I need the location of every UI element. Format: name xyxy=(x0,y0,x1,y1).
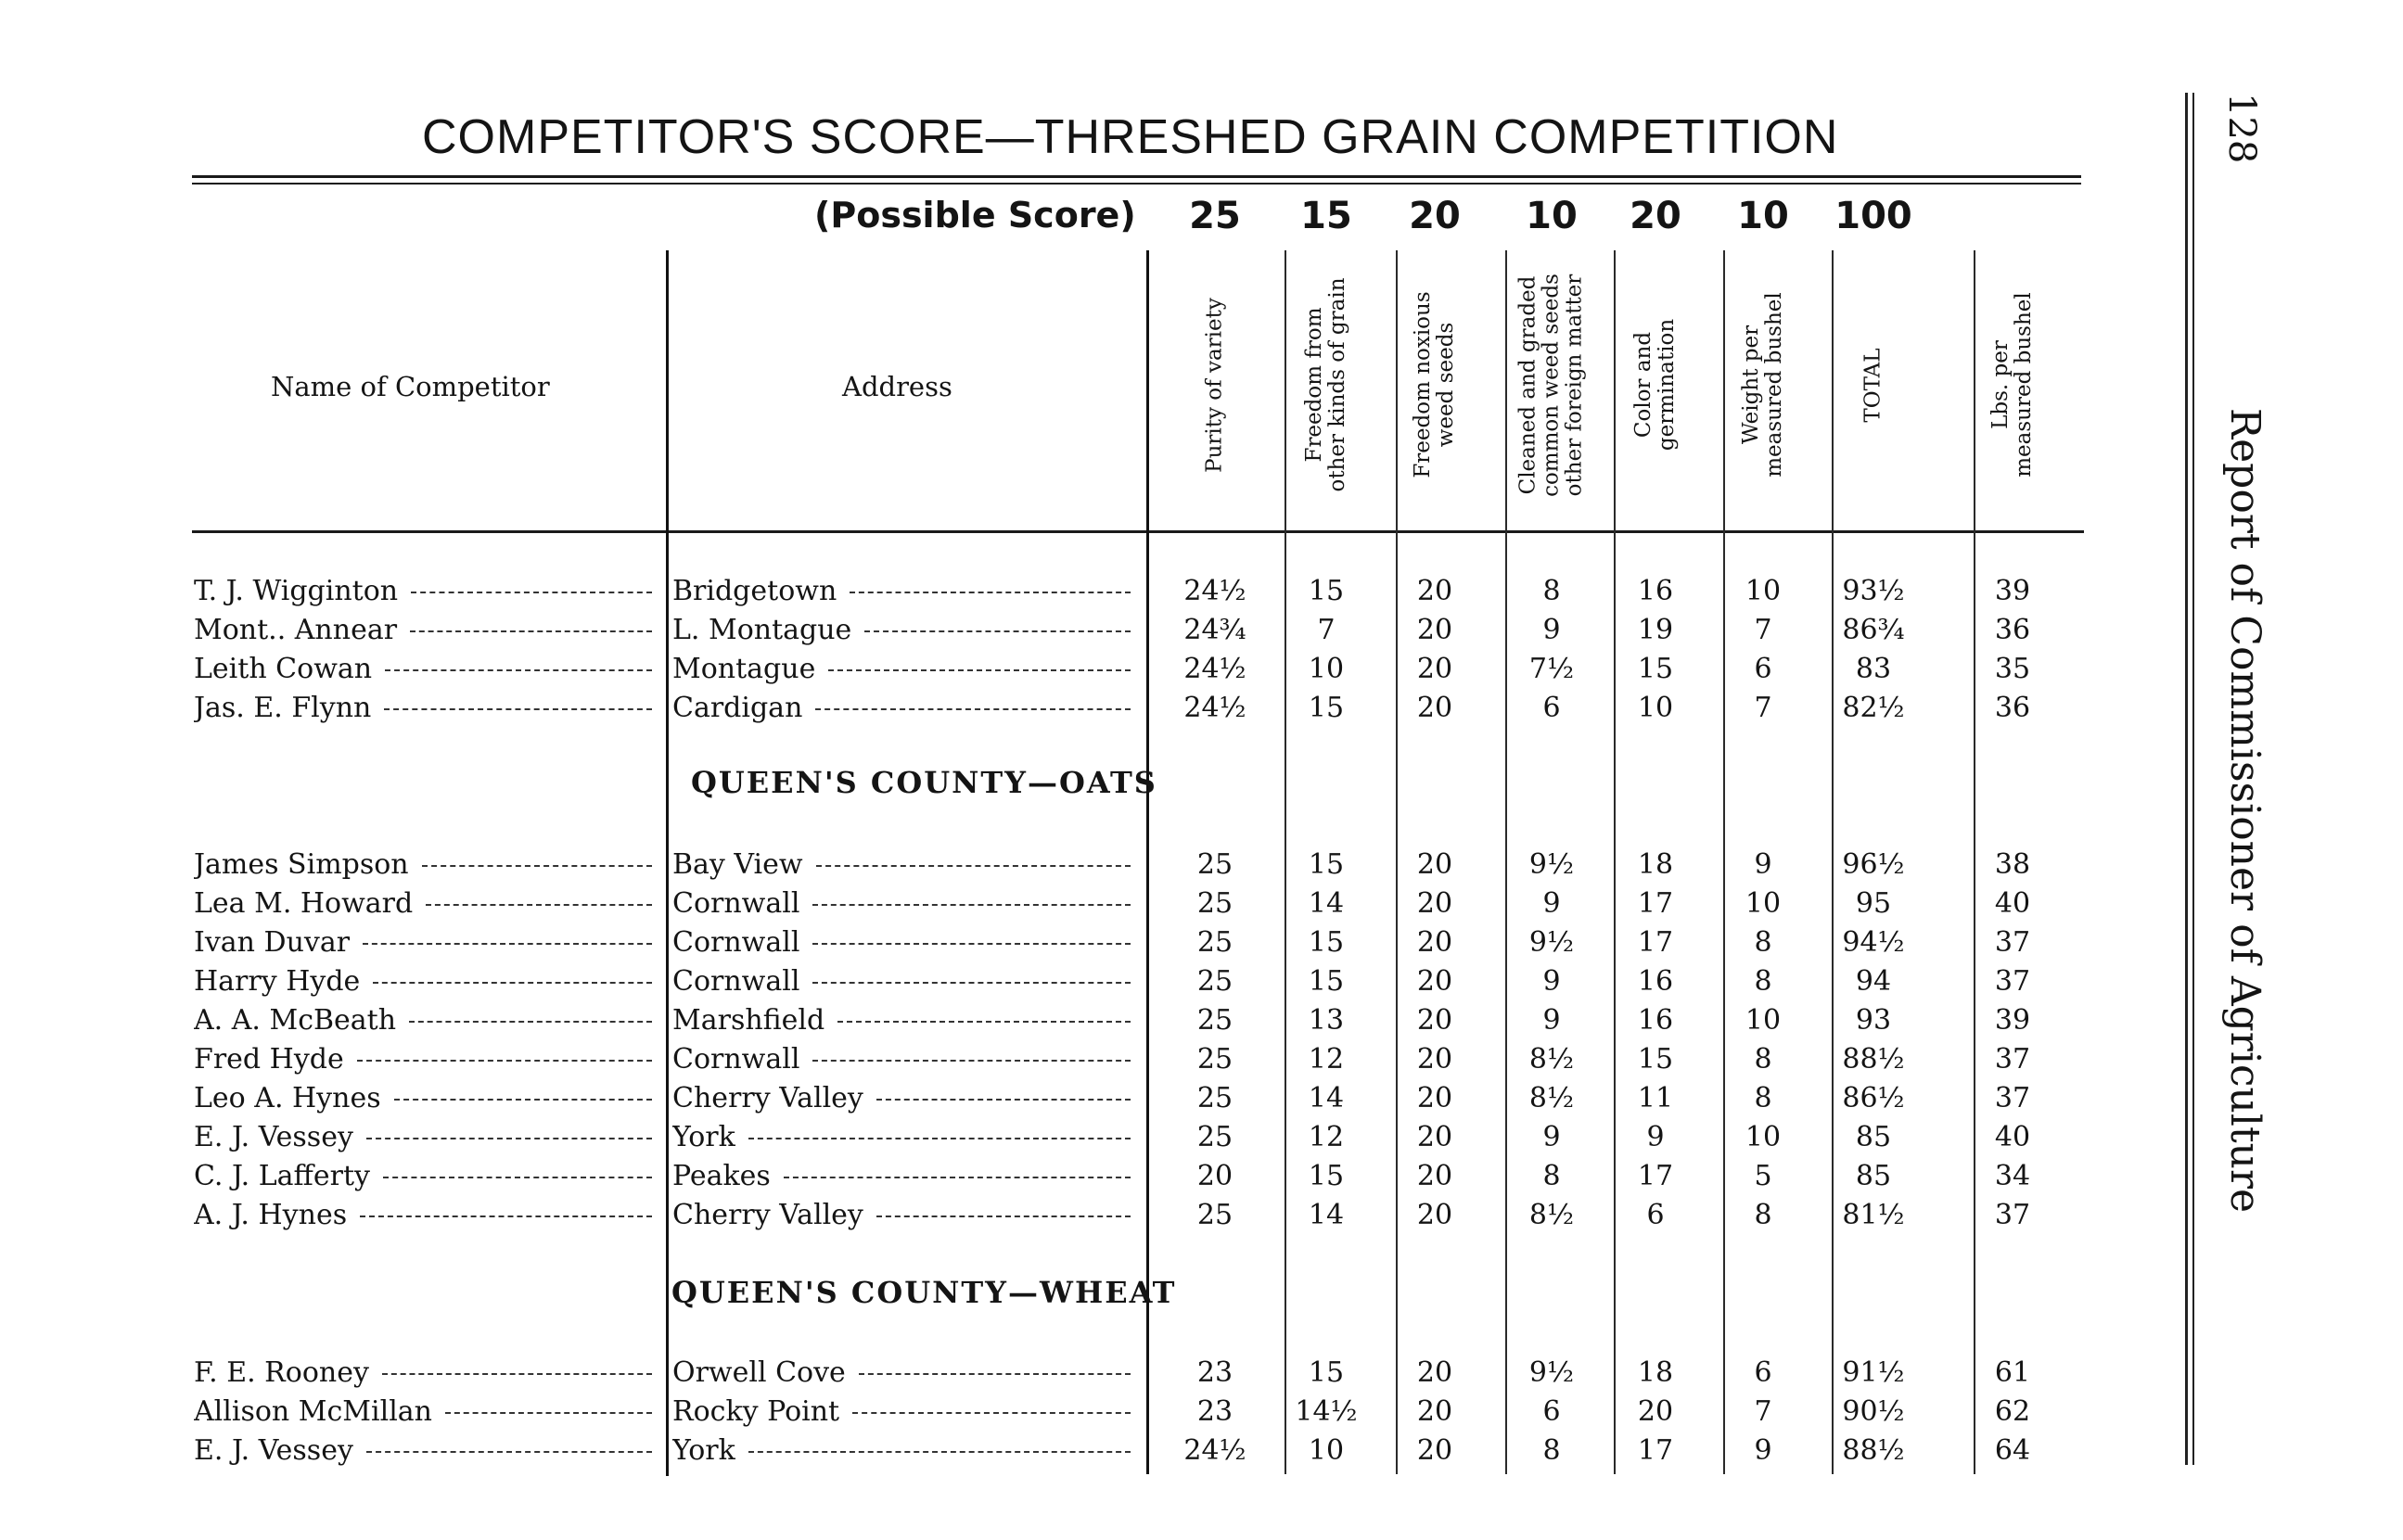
score-cell: 7 xyxy=(1754,692,1772,724)
leader-dots xyxy=(445,1412,652,1414)
competitor-address xyxy=(672,887,1136,920)
score-cell: 7 xyxy=(1754,1395,1772,1428)
score-cell: 25 xyxy=(1196,965,1233,998)
score-cell: 88½ xyxy=(1842,1434,1905,1467)
score-cell: 9 xyxy=(1542,887,1561,920)
score-cell: 20 xyxy=(1416,575,1453,607)
score-cell: 25 xyxy=(1196,887,1233,920)
score-cell: 20 xyxy=(1416,614,1453,646)
score-cell: 18 xyxy=(1637,1356,1674,1389)
column-header xyxy=(1204,260,1227,510)
competitor-name xyxy=(194,1434,662,1467)
score-cell: 8 xyxy=(1754,965,1772,998)
score-cell: 12 xyxy=(1308,1121,1345,1153)
competitor-name xyxy=(194,1043,662,1075)
score-cell: 35 xyxy=(1994,653,2031,685)
score-cell: 20 xyxy=(1416,1004,1453,1037)
leader-dots xyxy=(422,865,652,867)
leader-dots xyxy=(876,1215,1131,1217)
score-cell: 9 xyxy=(1754,1434,1772,1467)
possible-score-label: (Possible Score) xyxy=(814,195,1136,235)
competitor-address xyxy=(672,1121,1136,1153)
competitor-address-text: Cardigan xyxy=(672,692,803,724)
competitor-address xyxy=(672,1160,1136,1192)
section-heading: QUEEN'S COUNTY—WHEAT xyxy=(671,1275,1177,1310)
competitor-name xyxy=(194,926,662,959)
leader-dots xyxy=(876,1099,1131,1101)
column-header-line: Freedom from xyxy=(1302,307,1326,463)
competitor-address xyxy=(672,614,1136,646)
score-cell: 17 xyxy=(1637,926,1674,959)
score-cell: 14 xyxy=(1308,1199,1345,1231)
score-cell: 20 xyxy=(1416,1395,1453,1428)
competitor-address-text: Montague xyxy=(672,653,816,685)
score-cell: 25 xyxy=(1196,1199,1233,1231)
score-cell: 8½ xyxy=(1528,1043,1575,1075)
score-cell: 9 xyxy=(1754,848,1772,881)
competitor-address-text: Cornwall xyxy=(672,965,800,998)
score-cell: 6 xyxy=(1542,692,1561,724)
competitor-name xyxy=(194,1004,662,1037)
header-name: Name of Competitor xyxy=(271,371,550,402)
score-cell: 25 xyxy=(1196,1004,1233,1037)
competitor-address xyxy=(672,1082,1136,1114)
table-row xyxy=(0,653,2403,692)
score-cell: 15 xyxy=(1308,926,1345,959)
score-cell: 37 xyxy=(1994,926,2031,959)
margin-rule-left xyxy=(2185,93,2188,1465)
competitor-address-text: Cornwall xyxy=(672,887,800,920)
score-cell: 91½ xyxy=(1842,1356,1905,1389)
competitor-address-text: Cherry Valley xyxy=(672,1082,863,1114)
score-cell: 8 xyxy=(1754,1199,1772,1231)
score-cell: 34 xyxy=(1994,1160,2031,1192)
leader-dots xyxy=(812,943,1131,945)
table-row xyxy=(0,1434,2403,1473)
competitor-address xyxy=(672,1434,1136,1467)
competitor-address-text: Peakes xyxy=(672,1160,771,1192)
score-cell: 10 xyxy=(1745,1004,1782,1037)
score-cell: 9½ xyxy=(1528,1356,1575,1389)
competitor-name-text: T. J. Wigginton xyxy=(194,575,399,607)
score-cell: 25 xyxy=(1196,1121,1233,1153)
score-cell: 18 xyxy=(1637,848,1674,881)
competitor-address xyxy=(672,1356,1136,1389)
competitor-name xyxy=(194,848,662,881)
score-cell: 17 xyxy=(1637,1434,1674,1467)
score-cell: 20 xyxy=(1416,1121,1453,1153)
score-cell: 24½ xyxy=(1183,692,1246,724)
competitor-name xyxy=(194,1356,662,1389)
leader-dots xyxy=(426,904,652,906)
score-cell: 64 xyxy=(1994,1434,2031,1467)
leader-dots xyxy=(366,1451,652,1453)
leader-dots xyxy=(411,592,652,593)
competitor-name xyxy=(194,692,662,724)
possible-score-value: 10 xyxy=(1526,195,1578,237)
score-cell: 20 xyxy=(1416,653,1453,685)
score-cell: 20 xyxy=(1416,848,1453,881)
column-header xyxy=(1412,260,1458,510)
column-header xyxy=(1517,260,1587,510)
table-row xyxy=(0,965,2403,1004)
competitor-address-text: York xyxy=(672,1121,735,1153)
competitor-address xyxy=(672,965,1136,998)
possible-score-value: 20 xyxy=(1409,195,1461,237)
score-cell: 15 xyxy=(1308,575,1345,607)
score-cell: 85 xyxy=(1855,1160,1892,1192)
score-cell: 15 xyxy=(1308,848,1345,881)
score-cell: 10 xyxy=(1308,1434,1345,1467)
score-cell: 85 xyxy=(1855,1121,1892,1153)
leader-dots xyxy=(748,1138,1131,1139)
score-cell: 17 xyxy=(1637,887,1674,920)
leader-dots xyxy=(748,1451,1131,1453)
leader-dots xyxy=(852,1412,1131,1414)
competitor-name xyxy=(194,614,662,646)
leader-dots xyxy=(828,669,1131,671)
table-row xyxy=(0,1004,2403,1043)
leader-dots xyxy=(812,1060,1131,1062)
score-cell: 37 xyxy=(1994,1199,2031,1231)
table-row xyxy=(0,614,2403,653)
leader-dots xyxy=(815,708,1131,710)
score-cell: 15 xyxy=(1637,1043,1674,1075)
competitor-name-text: Fred Hyde xyxy=(194,1043,344,1075)
title-rule-bottom xyxy=(192,183,2081,185)
column-header-line: other kinds of grain xyxy=(1325,277,1349,492)
score-cell: 20 xyxy=(1637,1395,1674,1428)
competitor-name xyxy=(194,1160,662,1192)
score-cell: 9 xyxy=(1646,1121,1665,1153)
score-cell: 12 xyxy=(1308,1043,1345,1075)
leader-dots xyxy=(357,1060,652,1062)
competitor-name xyxy=(194,1082,662,1114)
score-cell: 25 xyxy=(1196,848,1233,881)
score-cell: 19 xyxy=(1637,614,1674,646)
competitor-name-text: Leith Cowan xyxy=(194,653,373,685)
competitor-name-text: Jas. E. Flynn xyxy=(194,692,372,724)
competitor-address xyxy=(672,926,1136,959)
column-header-line: TOTAL xyxy=(1860,347,1885,423)
competitor-name-text: C. J. Lafferty xyxy=(194,1160,370,1192)
table-row xyxy=(0,692,2403,731)
competitor-address-text: Orwell Cove xyxy=(672,1356,846,1389)
leader-dots xyxy=(360,1215,652,1217)
score-cell: 9 xyxy=(1542,1121,1561,1153)
competitor-name-text: Mont.. Annear xyxy=(194,614,398,646)
leader-dots xyxy=(850,592,1131,593)
score-cell: 94½ xyxy=(1842,926,1905,959)
score-cell: 17 xyxy=(1637,1160,1674,1192)
score-cell: 86½ xyxy=(1842,1082,1905,1114)
possible-score-value: 100 xyxy=(1834,195,1912,237)
competitor-name-text: Allison McMillan xyxy=(194,1395,432,1428)
leader-dots xyxy=(363,943,652,945)
score-cell: 16 xyxy=(1637,1004,1674,1037)
competitor-address xyxy=(672,575,1136,607)
score-cell: 5 xyxy=(1754,1160,1772,1192)
header-rule xyxy=(192,530,2084,533)
table-row xyxy=(0,887,2403,926)
score-cell: 25 xyxy=(1196,926,1233,959)
competitor-name-text: Harry Hyde xyxy=(194,965,361,998)
competitor-address xyxy=(672,848,1136,881)
score-cell: 20 xyxy=(1416,887,1453,920)
score-cell: 36 xyxy=(1994,614,2031,646)
score-cell: 37 xyxy=(1994,965,2031,998)
competitor-name xyxy=(194,575,662,607)
leader-dots xyxy=(373,982,652,984)
score-cell: 15 xyxy=(1308,1356,1345,1389)
score-cell: 8½ xyxy=(1528,1082,1575,1114)
competitor-address xyxy=(672,1004,1136,1037)
possible-score-value: 20 xyxy=(1630,195,1681,237)
score-cell: 15 xyxy=(1637,653,1674,685)
score-cell: 10 xyxy=(1745,1121,1782,1153)
competitor-address-text: Cornwall xyxy=(672,1043,800,1075)
score-cell: 62 xyxy=(1994,1395,2031,1428)
score-cell: 90½ xyxy=(1842,1395,1905,1428)
score-cell: 7½ xyxy=(1528,653,1575,685)
score-cell: 20 xyxy=(1416,926,1453,959)
competitor-address xyxy=(672,1395,1136,1428)
leader-dots xyxy=(410,630,652,632)
margin-rule-right xyxy=(2192,93,2194,1465)
score-cell: 20 xyxy=(1416,1082,1453,1114)
score-cell: 25 xyxy=(1196,1082,1233,1114)
running-title: Report of Commissioner of Agriculture xyxy=(2221,408,2269,1214)
column-header-line: weed seeds xyxy=(1434,322,1458,448)
competitor-name xyxy=(194,887,662,920)
table-row xyxy=(0,1395,2403,1434)
score-cell: 95 xyxy=(1855,887,1892,920)
column-header-line: common weed seeds xyxy=(1539,273,1564,497)
competitor-name-text: A. A. McBeath xyxy=(194,1004,397,1037)
leader-dots xyxy=(864,630,1131,632)
table-row xyxy=(0,1121,2403,1160)
leader-dots xyxy=(366,1138,652,1139)
score-cell: 14 xyxy=(1308,887,1345,920)
competitor-name-text: Ivan Duvar xyxy=(194,926,351,959)
competitor-address-text: Cherry Valley xyxy=(672,1199,863,1231)
column-header-line: other foreign matter xyxy=(1562,274,1587,496)
table-row xyxy=(0,1160,2403,1199)
score-cell: 10 xyxy=(1637,692,1674,724)
score-cell: 36 xyxy=(1994,692,2031,724)
table-row xyxy=(0,848,2403,887)
leader-dots xyxy=(384,708,652,710)
competitor-name-text: Lea M. Howard xyxy=(194,887,414,920)
competitor-address xyxy=(672,1199,1136,1231)
score-cell: 8½ xyxy=(1528,1199,1575,1231)
score-cell: 7 xyxy=(1317,614,1336,646)
score-cell: 6 xyxy=(1646,1199,1665,1231)
column-header-line: germination xyxy=(1655,318,1679,452)
score-cell: 23 xyxy=(1196,1356,1233,1389)
column-header xyxy=(1740,260,1786,510)
score-cell: 8 xyxy=(1542,1160,1561,1192)
leader-dots xyxy=(837,1021,1131,1023)
score-cell: 15 xyxy=(1308,692,1345,724)
score-cell: 9½ xyxy=(1528,926,1575,959)
score-cell: 11 xyxy=(1637,1082,1674,1114)
column-header-line: Color and xyxy=(1631,331,1655,439)
score-cell: 20 xyxy=(1416,965,1453,998)
score-cell: 24½ xyxy=(1183,653,1246,685)
possible-score-value: 15 xyxy=(1300,195,1352,237)
competitor-name-text: E. J. Vessey xyxy=(194,1121,353,1153)
score-cell: 20 xyxy=(1416,1356,1453,1389)
score-cell: 20 xyxy=(1416,1199,1453,1231)
competitor-address-text: Rocky Point xyxy=(672,1395,840,1428)
page-number: 128 xyxy=(2220,93,2263,164)
score-cell: 10 xyxy=(1308,653,1345,685)
competitor-address xyxy=(672,1043,1136,1075)
leader-dots xyxy=(812,982,1131,984)
column-header-line: Cleaned and graded xyxy=(1515,275,1540,494)
score-cell: 8 xyxy=(1754,1082,1772,1114)
competitor-address-text: Marshfield xyxy=(672,1004,825,1037)
score-cell: 13 xyxy=(1308,1004,1345,1037)
competitor-name xyxy=(194,1395,662,1428)
table-row xyxy=(0,1356,2403,1395)
column-header-line: measured bushel xyxy=(2012,292,2036,477)
score-cell: 86¾ xyxy=(1842,614,1905,646)
score-cell: 24½ xyxy=(1183,575,1246,607)
column-header-line: Weight per xyxy=(1739,325,1763,445)
score-cell: 20 xyxy=(1416,1434,1453,1467)
score-cell: 14 xyxy=(1308,1082,1345,1114)
competitor-name-text: E. J. Vessey xyxy=(194,1434,353,1467)
score-cell: 15 xyxy=(1308,1160,1345,1192)
score-cell: 16 xyxy=(1637,575,1674,607)
competitor-address-text: Cornwall xyxy=(672,926,800,959)
score-cell: 10 xyxy=(1745,575,1782,607)
table-row xyxy=(0,1199,2403,1238)
section-heading: QUEEN'S COUNTY—OATS xyxy=(691,765,1157,800)
score-cell: 24½ xyxy=(1183,1434,1246,1467)
column-header xyxy=(1862,260,1885,510)
competitor-name-text: James Simpson xyxy=(194,848,409,881)
score-cell: 8 xyxy=(1754,926,1772,959)
score-cell: 20 xyxy=(1416,692,1453,724)
leader-dots xyxy=(382,1373,652,1375)
title-rule-top xyxy=(192,175,2081,178)
score-cell: 8 xyxy=(1542,1434,1561,1467)
competitor-name xyxy=(194,965,662,998)
leader-dots xyxy=(383,1177,652,1178)
competitor-address-text: L. Montague xyxy=(672,614,852,646)
score-cell: 37 xyxy=(1994,1043,2031,1075)
score-cell: 38 xyxy=(1994,848,2031,881)
column-header xyxy=(1989,260,2036,510)
score-cell: 10 xyxy=(1745,887,1782,920)
score-cell: 9 xyxy=(1542,1004,1561,1037)
leader-dots xyxy=(859,1373,1131,1375)
column-header xyxy=(1303,260,1349,510)
competitor-name xyxy=(194,1199,662,1231)
score-cell: 88½ xyxy=(1842,1043,1905,1075)
score-cell: 96½ xyxy=(1842,848,1905,881)
leader-dots xyxy=(394,1099,652,1101)
table-row xyxy=(0,1082,2403,1121)
score-cell: 8 xyxy=(1754,1043,1772,1075)
leader-dots xyxy=(409,1021,652,1023)
competitor-name xyxy=(194,1121,662,1153)
column-header xyxy=(1632,260,1679,510)
possible-score-value: 25 xyxy=(1189,195,1241,237)
score-cell: 6 xyxy=(1542,1395,1561,1428)
column-header-line: Lbs. per xyxy=(1988,340,2013,429)
score-cell: 9½ xyxy=(1528,848,1575,881)
score-cell: 82½ xyxy=(1842,692,1905,724)
score-cell: 61 xyxy=(1994,1356,2031,1389)
competitor-name-text: A. J. Hynes xyxy=(194,1199,348,1231)
score-cell: 40 xyxy=(1994,1121,2031,1153)
score-cell: 24¾ xyxy=(1183,614,1246,646)
table-row xyxy=(0,575,2403,614)
possible-score-value: 10 xyxy=(1737,195,1789,237)
score-cell: 40 xyxy=(1994,887,2031,920)
table-row xyxy=(0,1043,2403,1082)
competitor-address-text: Bridgetown xyxy=(672,575,837,607)
competitor-name-text: F. E. Rooney xyxy=(194,1356,369,1389)
score-cell: 8 xyxy=(1542,575,1561,607)
score-cell: 23 xyxy=(1196,1395,1233,1428)
score-cell: 14½ xyxy=(1295,1395,1358,1428)
table-row xyxy=(0,926,2403,965)
leader-dots xyxy=(816,865,1131,867)
leader-dots xyxy=(812,904,1131,906)
column-header-line: Purity of variety xyxy=(1202,297,1227,473)
score-cell: 93½ xyxy=(1842,575,1905,607)
leader-dots xyxy=(385,669,652,671)
leader-dots xyxy=(784,1177,1131,1178)
score-cell: 9 xyxy=(1542,614,1561,646)
column-header-line: Freedom noxious xyxy=(1411,291,1435,478)
column-header-line: measured bushel xyxy=(1762,292,1786,477)
score-cell: 9 xyxy=(1542,965,1561,998)
competitor-name-text: Leo A. Hynes xyxy=(194,1082,381,1114)
score-cell: 20 xyxy=(1416,1043,1453,1075)
score-cell: 83 xyxy=(1855,653,1892,685)
score-cell: 20 xyxy=(1416,1160,1453,1192)
score-cell: 6 xyxy=(1754,1356,1772,1389)
score-cell: 15 xyxy=(1308,965,1345,998)
competitor-name xyxy=(194,653,662,685)
score-cell: 20 xyxy=(1196,1160,1233,1192)
score-cell: 7 xyxy=(1754,614,1772,646)
score-cell: 25 xyxy=(1196,1043,1233,1075)
page-title: COMPETITOR'S SCORE—THRESHED GRAIN COMPETITION xyxy=(422,110,1839,164)
score-cell: 37 xyxy=(1994,1082,2031,1114)
score-cell: 81½ xyxy=(1842,1199,1905,1231)
score-cell: 93 xyxy=(1855,1004,1892,1037)
header-address: Address xyxy=(842,371,952,402)
competitor-address xyxy=(672,653,1136,685)
score-cell: 39 xyxy=(1994,1004,2031,1037)
score-cell: 16 xyxy=(1637,965,1674,998)
competitor-address xyxy=(672,692,1136,724)
competitor-address-text: York xyxy=(672,1434,735,1467)
score-cell: 94 xyxy=(1855,965,1892,998)
score-cell: 39 xyxy=(1994,575,2031,607)
competitor-address-text: Bay View xyxy=(672,848,803,881)
score-cell: 6 xyxy=(1754,653,1772,685)
